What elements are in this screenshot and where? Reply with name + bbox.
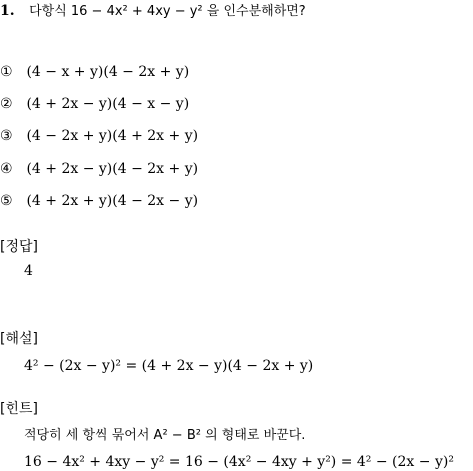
- explanation-text: 4² − (2x − y)² = (4 + 2x − y)(4 − 2x + y): [24, 358, 314, 374]
- choice-5: [0, 192, 198, 210]
- question-text: 다항식 16 − 4x² + 4xy − y² 을 인수분해하면?: [29, 4, 306, 19]
- choice-5-mark: ⑤: [0, 193, 13, 209]
- explanation-label: [해설]: [0, 331, 38, 347]
- choice-3-mark: ③: [0, 128, 13, 144]
- choice-4-text: (4 + 2x − y)(4 − 2x + y): [26, 161, 199, 177]
- choice-1-text: (4 − x + y)(4 − 2x + y): [26, 64, 190, 80]
- question-line: [0, 2, 306, 21]
- answer-label: [정답]: [0, 239, 38, 255]
- choice-3: [0, 127, 198, 145]
- question-number: 1.: [0, 3, 15, 19]
- choice-1: [0, 63, 189, 81]
- hint-line-1: 적당히 세 항씩 묶어서 A² − B² 의 형태로 바꾼다.: [24, 428, 306, 443]
- choice-4-mark: ④: [0, 161, 13, 177]
- choice-2-text: (4 + 2x − y)(4 − x − y): [26, 96, 190, 112]
- choice-1-mark: ①: [0, 64, 13, 80]
- choice-4: [0, 160, 198, 178]
- choice-5-text: (4 + 2x + y)(4 − 2x − y): [26, 193, 199, 209]
- choice-2: [0, 95, 189, 113]
- hint-line-2: 16 − 4x² + 4xy − y² = 16 − (4x² − 4xy + y²) = 4² − (2x − y)²: [24, 454, 454, 470]
- hint-label: [힌트]: [0, 401, 38, 417]
- choice-2-mark: ②: [0, 96, 13, 112]
- answer-value: 4: [24, 263, 33, 279]
- choice-3-text: (4 − 2x + y)(4 + 2x + y): [26, 128, 199, 144]
